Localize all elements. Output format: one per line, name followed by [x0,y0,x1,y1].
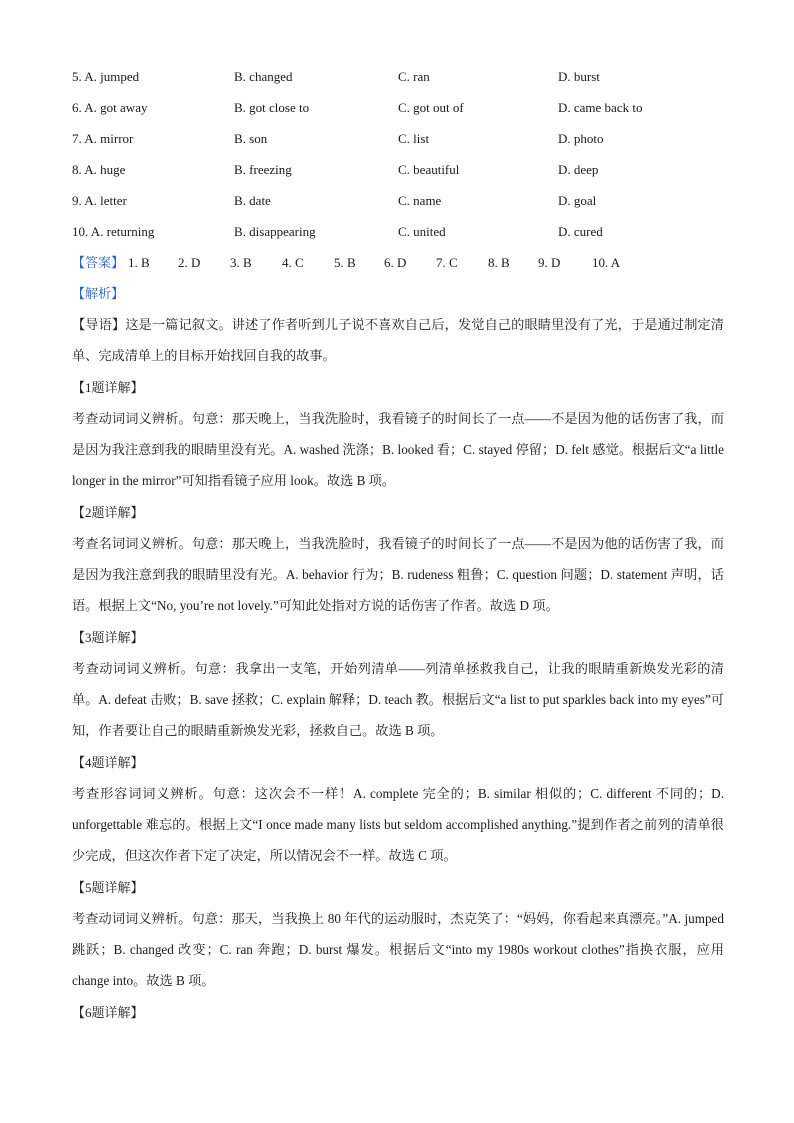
q5-heading: 【5题详解】 [72,880,144,895]
option-row-10 [72,222,732,242]
option-c: C. name [398,193,442,208]
answer-item: 2. D [178,255,201,270]
intro-paragraph: 【导语】这是一篇记叙文。讲述了作者听到儿子说不喜欢自己后，发觉自己的眼睛里没有了光，于是通过制定清单、完成清单上的目标开始找回自我的故事。 [72,317,724,363]
answer-item: 6. D [384,255,407,270]
q1-explanation: 考查动词词义辨析。句意：那天晚上，当我洗脸时，我看镜子的时间长了一点——不是因为他的话伤害了我，而是因为我注意到我的眼睛里没有光。A. washed 洗涤；B. looked 看；C. stayed 停留；D. felt 感觉。根据后文“a little longer in the mirror”可知指看镜子应用 look。故选 B 项。 [72,411,724,488]
q4-explanation: 考查形容词词义辨析。句意：这次会不一样！A. complete 完全的；B. similar 相似的；C. different 不同的；D. unforgettable 难忘的。根据上文“I once made many lists but seldom accomplished anything.”提到作者之前列的清单很少完成，但这次作者下定了决定，所以情况会不一样。故选 C 项。 [72,786,724,863]
option-b: B. changed [234,69,293,84]
option-d: D. came back to [558,100,643,115]
answer-item: 4. C [282,255,304,270]
option-row-8 [72,160,732,180]
option-a: 10. A. returning [72,224,155,239]
option-c: C. beautiful [398,162,460,177]
option-a: 9. A. letter [72,193,127,208]
answer-item: 10. A [592,255,621,270]
option-c: C. got out of [398,100,464,115]
option-a: 5. A. jumped [72,69,140,84]
option-b: B. disappearing [234,224,316,239]
answer-item: 3. B [230,255,252,270]
option-c: C. ran [398,69,430,84]
option-b: B. got close to [234,100,310,115]
q3-explanation: 考查动词词义辨析。句意：我拿出一支笔，开始列清单——列清单拯救我自己，让我的眼睛重新焕发光彩的清单。A. defeat 击败；B. save 拯救；C. explain 解释；D. teach 教。根据后文“a list to put sparkles back into my eyes”可知，作者要让自己的眼睛重新焕发光彩，拯救自己。故选 B 项。 [72,661,724,738]
option-b: B. son [234,131,268,146]
option-b: B. freezing [234,162,292,177]
answer-item: 7. C [436,255,458,270]
option-row-5 [72,67,732,87]
q4-heading: 【4题详解】 [72,755,144,770]
q1-heading: 【1题详解】 [72,380,144,395]
option-d: D. cured [558,224,603,239]
answer-item: 5. B [334,255,356,270]
answer-item: 8. B [488,255,510,270]
option-row-9 [72,191,732,211]
q2-explanation: 考查名词词义辨析。句意：那天晚上，当我洗脸时，我看镜子的时间长了一点——不是因为他的话伤害了我，而是因为我注意到我的眼睛里没有光。A. behavior 行为；B. rudeness 粗鲁；C. question 问题；D. statement 声明，话语。根据上文“No, you’re not lovely.”可知此处指对方说的话伤害了作者。故选 D 项。 [72,536,724,613]
option-d: D. goal [558,193,597,208]
option-d: D. photo [558,131,604,146]
answer-key [72,253,621,273]
q5-explanation: 考查动词词义辨析。句意：那天，当我换上 80 年代的运动服时，杰克笑了：“妈妈，你看起来真漂亮。”A. jumped 跳跃；B. changed 改变；C. ran 奔跑；D. burst 爆发。根据后文“into my 1980s workout clothes”指换衣服，应用 change into。故选 B 项。 [72,911,724,988]
option-d: D. burst [558,69,600,84]
analysis-tag: 【解析】 [72,286,125,301]
q2-heading: 【2题详解】 [72,505,144,520]
q3-heading: 【3题详解】 [72,630,144,645]
option-row-6 [72,98,732,118]
answer-item: 1. B [128,255,150,270]
option-c: C. united [398,224,446,239]
option-a: 6. A. got away [72,100,148,115]
option-a: 8. A. huge [72,162,126,177]
option-row-7 [72,129,732,149]
q6-heading: 【6题详解】 [72,1005,144,1020]
option-a: 7. A. mirror [72,131,134,146]
answer-item: 9. D [538,255,561,270]
option-c: C. list [398,131,430,146]
answer-tag: 【答案】 [72,255,125,270]
option-d: D. deep [558,162,599,177]
option-b: B. date [234,193,271,208]
